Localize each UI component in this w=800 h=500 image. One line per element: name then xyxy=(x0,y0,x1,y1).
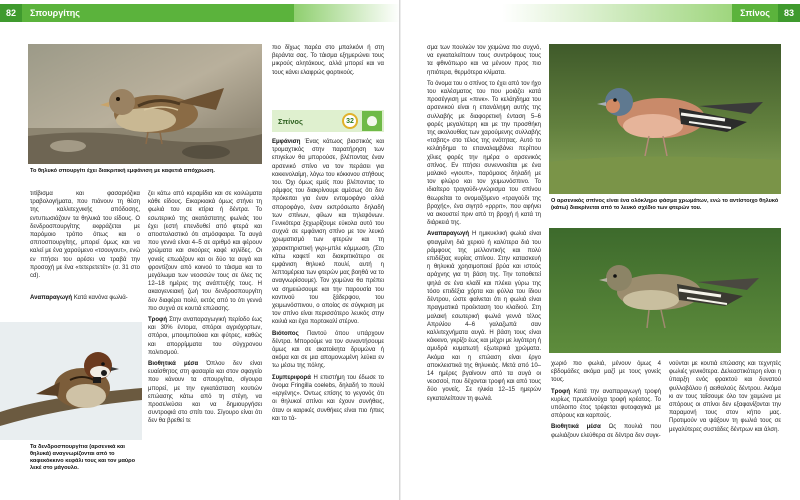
right-header-fade xyxy=(502,4,732,22)
biotope-heading: Βιότοπος xyxy=(272,330,299,337)
chaffinch-caption: Ο αρσενικός σπίνος είναι ένα ολόκληρο φάσμα χρωμάτων, ενώ το αντίστοιχο θηλυκό (κάτω) διακρίνεται από το λευκό σχέδιο των φτερών του. xyxy=(551,198,779,211)
left-page-header-title: Σπουργίτης xyxy=(22,4,294,22)
species-name: Σπίνος xyxy=(278,116,303,126)
bird-silhouette-icon xyxy=(362,111,382,131)
right-col1-p2: Το όνομα του ο σπίνος το έχει από τον ήχο του καλέσματος του που μοιάζει κατά προσέγγιση με «πινκ». Το κελάηδημα του αρσενικού είναι η επανάληψη αυτής της συλλαβής με διαφορετική ένταση 5–6 φορές μεγαλύτερη και με την προσθήκη της ακολουθίας των χαρούμενης συλλαβής «τσβιτς» στο τέλος της ενότητας. Αυτό το κελάηδημα το επαναλαμβάνει περίπου χίλιες φορές την ημέρα ο αρσενικός σπίνος. Εν πτήσει συνεννοείται με ένα μαλακό «γιουπ», παρόμοιος δηλαδή με τον φλώρο και τον χειμωνόσπινο. Το ιδιαίτερο τραγούδι-γνώρισμα του σπίνου θεωρείται το ονομαζόμενο «τραγούδι της βροχής», ένα σιγητό «ρρριτ», που αφήνει να ακουστεί πριν από τη βροχή ή κατά τη διάρκειά της. xyxy=(427,80,541,227)
right-col3-bottom-text: νούνται με κουτιά επώασης και τεχνητές φωλιές γενικότερα. Δελεαστικότερη είναι η ύπαρξη ενός φρακτού και δυνατού φυλλοβόλου ή αειθαλούς δέντρου. Ακόμα κι αν τους ταΐσουμε όλο τον χειμώνα με σπόρους οι σπίνοι δεν εξαφανίζονται την παραμονή τους στον κήπο μας. Προτιμούν να ψάξουν τη φωλιά τους σε μεγαλύτερες συστάδες δέντρων και άλση. xyxy=(669,361,781,433)
food-text: Στην αναπαραγωγική περίοδο έως και 30% έντομα, σπόροι αγριόχορτων, σπόροι, μπουμπούκια και φύτρες, καθώς και απορρίμματα του σύγχρονου πολιτισμού. xyxy=(148,317,262,356)
food-heading: Τροφή xyxy=(148,317,167,324)
behaviour-heading: Συμπεριφορά xyxy=(272,374,311,381)
reproduction-text: Κατά κανόνα φωλιά- xyxy=(73,295,128,302)
left-column-1 xyxy=(30,190,140,305)
tree-sparrow-photo xyxy=(0,322,142,440)
right-col1-text: σμα των πουλιών τον χειμώνα πιο συχνό, να εγκαταλείπουν τους συντρόφους τους τα φθινόπωρο και να μένουν προς πιο ηπιότερα, θερμότερα κλίματα. xyxy=(427,45,541,76)
female-sparrow-photo xyxy=(28,44,262,164)
right-food-text: Κατά την αναπαραγωγή τροφή κυρίως πρωτεϊνούχα τροφή κρέατος. Το υπόλοιπο έτος τρέφεται φυτοφαγικά με σπόρους και καρπούς. xyxy=(551,388,661,420)
bottom-photo-caption: Τα δενδροσπουργίτια (αρσενικά και θηλυκά) αναγνωρίζονται από το καφεκόκκινο κεφάλι τους και τον μαύρο λεκέ στο μάγουλο. xyxy=(30,444,136,471)
right-page xyxy=(400,0,800,500)
appearance-text: Ένας κάτωος βιαστικός και τρομαχτικός στην παρατήρηση των επιγείων θα μπορούσε, βλέποντας έναν αρσενικό σπίνο να τον περάσει για κοκκινολαίμη, λόγω του κόκκινου στήθους του. Όχι όμως εμείς που βλέποντας το ράμφος του διακρίνουμε αμέσως ότι δεν πρόκειται για έναν εντομοφάγο αλλά σποροφάγο, έναν εκπρόσωπο δηλαδή των σπίνων, φίλων και τηλεψόνων. Γενικότερα ξεχωρίζουμε εύκολα αυτό του συχνά σε εμφάνιση σπίνο με τον λευκό χρωματισμό των φτερών και τη χαρακτηριστική γκρι-μπλε κόμμωση. (Στο κάτω καφετί και διακριτικότερο σε εμφάνιση θηλυκό πουλί, αυτή η λεπτομέρεια των φτερών μας βοηθά να το αναγνωρίσουμε). Τον χειμώνα θα πρέπει να σημειώσουμε και την παρουσία του κοντινού του ξάδερφου, του χειμωνόσπινου, ο οποίος σε σύγκριση με τον σπίνο είναι περισσότερο λευκός στην κοιλιά και έχει πορτοκαλί στέρνο. xyxy=(272,139,384,326)
middle-column-top xyxy=(272,44,384,80)
right-habitat-aid-text: Ως πουλιά που φωλιάζουν ελεύθερα σε δέντρα δεν συγκ- xyxy=(551,424,661,439)
middle-column-body xyxy=(272,138,384,426)
right-reproduction-text: Η ημικυκλική φωλιά είναι φτιαγμένη διά χεριού ή καλύτερα διά του ράμφους της μελλοντικής και πολύ επιδέξιας κυρίας σπίνου. Στην κατασκευή η θηλυκιά χρησιμοποιεί βρύα και ιστούς αράχνης για τη βάση της. Την τοποθετεί ψηλά σε ένα κλαδί και πλέκει γύρω της τόσο επιδέξια χόρτα και φύλλα του ίδιου δέντρου, ώστε φαίνεται ότι η φωλιά είναι πραγματικά προέκταση του κλαδιού. Στη μαλακή εσωτερική φωλιά γεννά τέλος Απριλίου 4–6 γαλαζωπά σαν καλλιτεχνήματα αυγά. Η βάση τους είναι κόκκινο, γκρίζο έως και μέχρι με λιγότερη ή αμυδρά κυματωτή εξωτερικά χρώματα. Ακόμα και η επώαση είναι έργο αποκλειστικά της θηλυκιάς. Μετά από 10–14 ημέρες βγαίνουν από τα αυγά οι νεοσσοί, που δέχονται τροφή και από τους δύο γονείς. Σε ηλικία 12–15 ημερών εγκαταλείπουν τη φωλιά. xyxy=(427,231,542,402)
habitat-aid-text: Όπλου δεν είναι ευαίσθητος στη φασαρία και στον σφαγείο που κάνουν τα σπουργίτια, σίγουρα μπορεί, με την εγκατάσταση κουτιών επώασης κάτω από τη στέγη, να προσελκύσει και να δημιουργήσει συντροφιά στο σπίτι του. Σίγουρο είναι ότι δεν θα βρεθεί τε xyxy=(148,361,262,425)
female-chaffinch-photo xyxy=(549,228,781,353)
right-habitat-aid-heading: Βιοθητικά μέσα xyxy=(551,424,601,431)
right-column-3 xyxy=(669,360,781,437)
left-column-2 xyxy=(148,190,262,429)
appearance-heading: Εμφάνιση xyxy=(272,139,301,145)
right-column-1 xyxy=(427,44,541,406)
left-page-header xyxy=(0,4,400,22)
right-reproduction-heading: Αναπαραγωγή xyxy=(427,231,470,238)
right-page-header-title: Σπίνος xyxy=(732,4,778,22)
left-page-number: 82 xyxy=(0,4,22,22)
behaviour-text: Η επιστήμη του έδωσε το όνομα Fringilla coelebs, δηλαδή το πουλί «εργένης». Όντως επίσης το γεγονός ότι οι θηλυκοί σπίνοι και έχουν συνήθεις, όταν οι καιρικές συνθήκες είναι πιο ήπιες και το τά- xyxy=(272,374,384,422)
right-col2-bottom-text: χωριό πιο φωλιά, μένουν όμως 4 εβδομάδες ακόμα μαζί με τους γονείς τους. xyxy=(551,361,661,384)
male-chaffinch-photo xyxy=(549,44,781,194)
left-header-fade xyxy=(294,4,400,22)
left-col1-intro: τιτίβισμα και φασαριόζικα τραβολογήματα, που πιάνουν τη θέση της καλλιτεχνικής απόδοσης, εντυπωσιάζουν τα θηλυκά του είδους. Ο δενδροσπουργίτης εκφράζεται με παρόμοιο τρόπο όπως και ο σπιτοσπουργίτης, μπορεί όμως και να καλεί με ένα χαρούμενο «τσουγουτ», ενώ εν πτήσει του αρέσει να τραβά την προσοχή με ένα «τετερετετέτ» (σ. 31 στο cd). xyxy=(30,191,140,280)
right-food-heading: Τροφή xyxy=(551,388,570,395)
biotope-text: Παντού όπου υπάρχουν δέντρα. Μπορούμε να τον συναντήσουμε όμως και σε ακατοίκητα δρυμώνα ή ακόμα και σε μια απομονωμένη λεύκα εν τω μέσω της πόλης. xyxy=(272,330,384,370)
right-page-number: 83 xyxy=(778,4,800,22)
right-column-2 xyxy=(551,360,661,443)
right-page-header xyxy=(400,4,800,22)
middle-top-text: πιο δίχως παρέα στο μπαλκόνι ή στη βεράντα σας. Το τάισμα εξημερώνει τους μικρούς αλητάκους, αλλά μπορεί και να τους κάνει ελαφρώς φορτικούς. xyxy=(272,45,384,76)
habitat-aid-heading: Βιοθητικά μέσα xyxy=(148,361,199,368)
species-number-badge: 32 xyxy=(342,113,358,129)
species-box xyxy=(272,110,384,132)
left-col2-text: ζει κάτω από κεραμίδια και σε κοιλώματα κάθε είδους. Εικαρκιακά όμως στήνει τη φωλιά του σε κτίρια ή δέντρα. Το εσωτερικό της ακατάστατης φωλιάς του έχει (εστή επενδυθεί από φτερά και αποστολαστικό ότι ατμόσφαιρα. Τα αυγά που γεννά είναι 4–5 σε αριθμό και φέρουν χρώματα και σκούρες καφέ κηλίδες. Οι γονείς επωάζουν και οι δύο τα αυγά και φροντίζουν από κοινού το τάισμα και το μεγάλωμα των νεοσσών τους σε όλες τις 12–18 ημέρες της ανάπτυξής τους. Η ακαογενειακή ζωή του δενδροσπουργίτη δεν διαφέρει πολύ, εκτός από το ότι γεννά πιο συχνά σε κουτιά επώασης. xyxy=(148,191,262,312)
top-photo-caption: Το θηλυκό σπουργίτι έχει διακριτική εμφάνιση με καφετιά απόχρωση. xyxy=(30,168,215,174)
reproduction-heading: Αναπαραγωγή xyxy=(30,295,73,302)
